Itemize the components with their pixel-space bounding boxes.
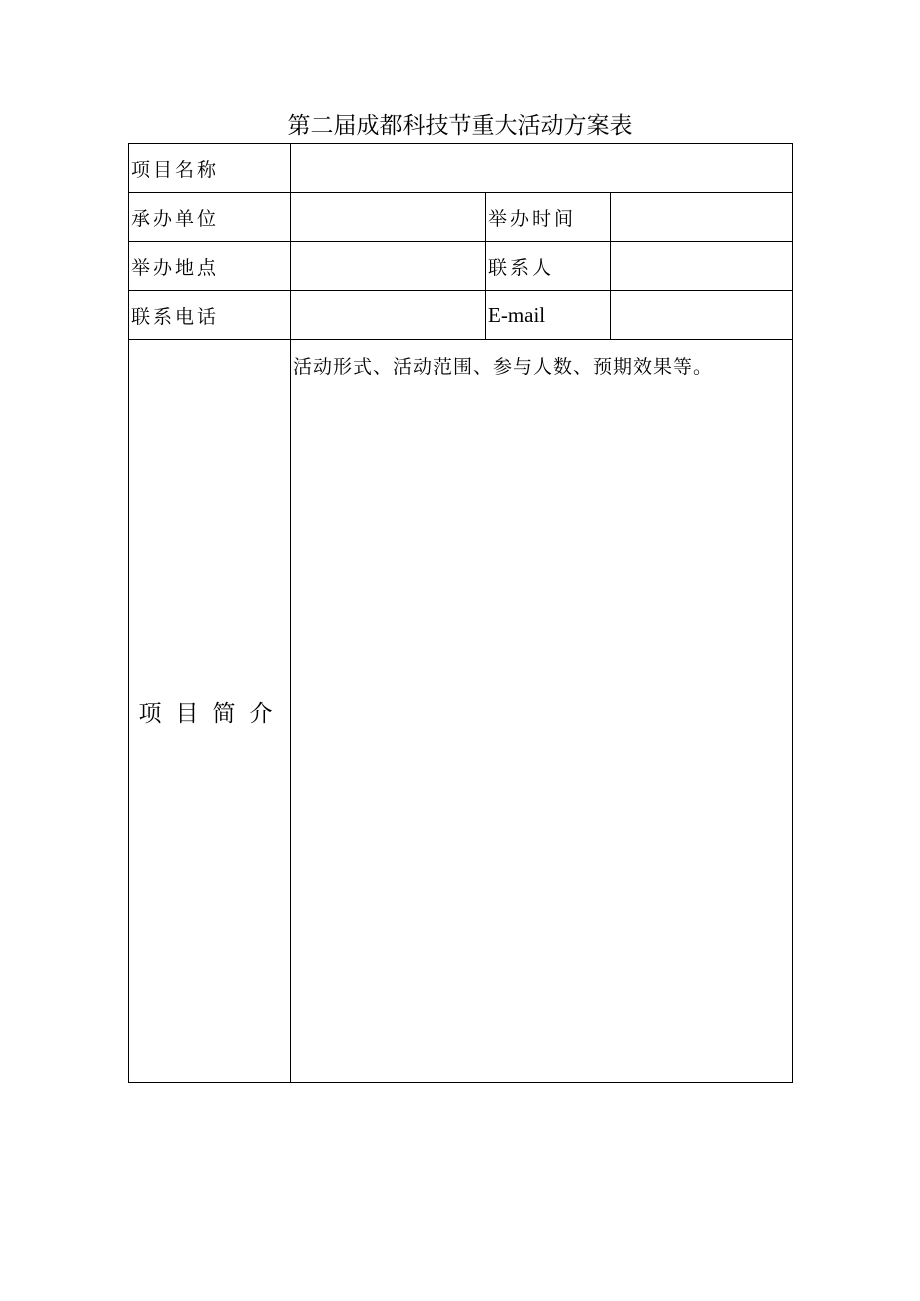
activity-plan-table [128, 143, 793, 1083]
contact-label: 联系人 [486, 242, 611, 291]
venue-label: 举办地点 [129, 242, 291, 291]
email-field[interactable] [611, 291, 793, 340]
project-name-field[interactable] [291, 144, 793, 193]
intro-field[interactable] [291, 340, 793, 1083]
email-label: E-mail [486, 291, 611, 340]
table-row [129, 291, 793, 340]
organizer-field[interactable] [291, 193, 486, 242]
project-name-label: 项目名称 [129, 144, 291, 193]
phone-label: 联系电话 [129, 291, 291, 340]
venue-field[interactable] [291, 242, 486, 291]
table-row [129, 340, 793, 1083]
document-title: 第二届成都科技节重大活动方案表 [287, 113, 633, 139]
table-row [129, 242, 793, 291]
contact-field[interactable] [611, 242, 793, 291]
table-row [129, 144, 793, 193]
intro-label: 项目简介 [129, 340, 291, 1083]
table-row [129, 193, 793, 242]
intro-hint: 活动形式、活动范围、参与人数、预期效果等。 [293, 356, 714, 378]
organizer-label: 承办单位 [129, 193, 291, 242]
time-field[interactable] [611, 193, 793, 242]
phone-field[interactable] [291, 291, 486, 340]
time-label: 举办时间 [486, 193, 611, 242]
